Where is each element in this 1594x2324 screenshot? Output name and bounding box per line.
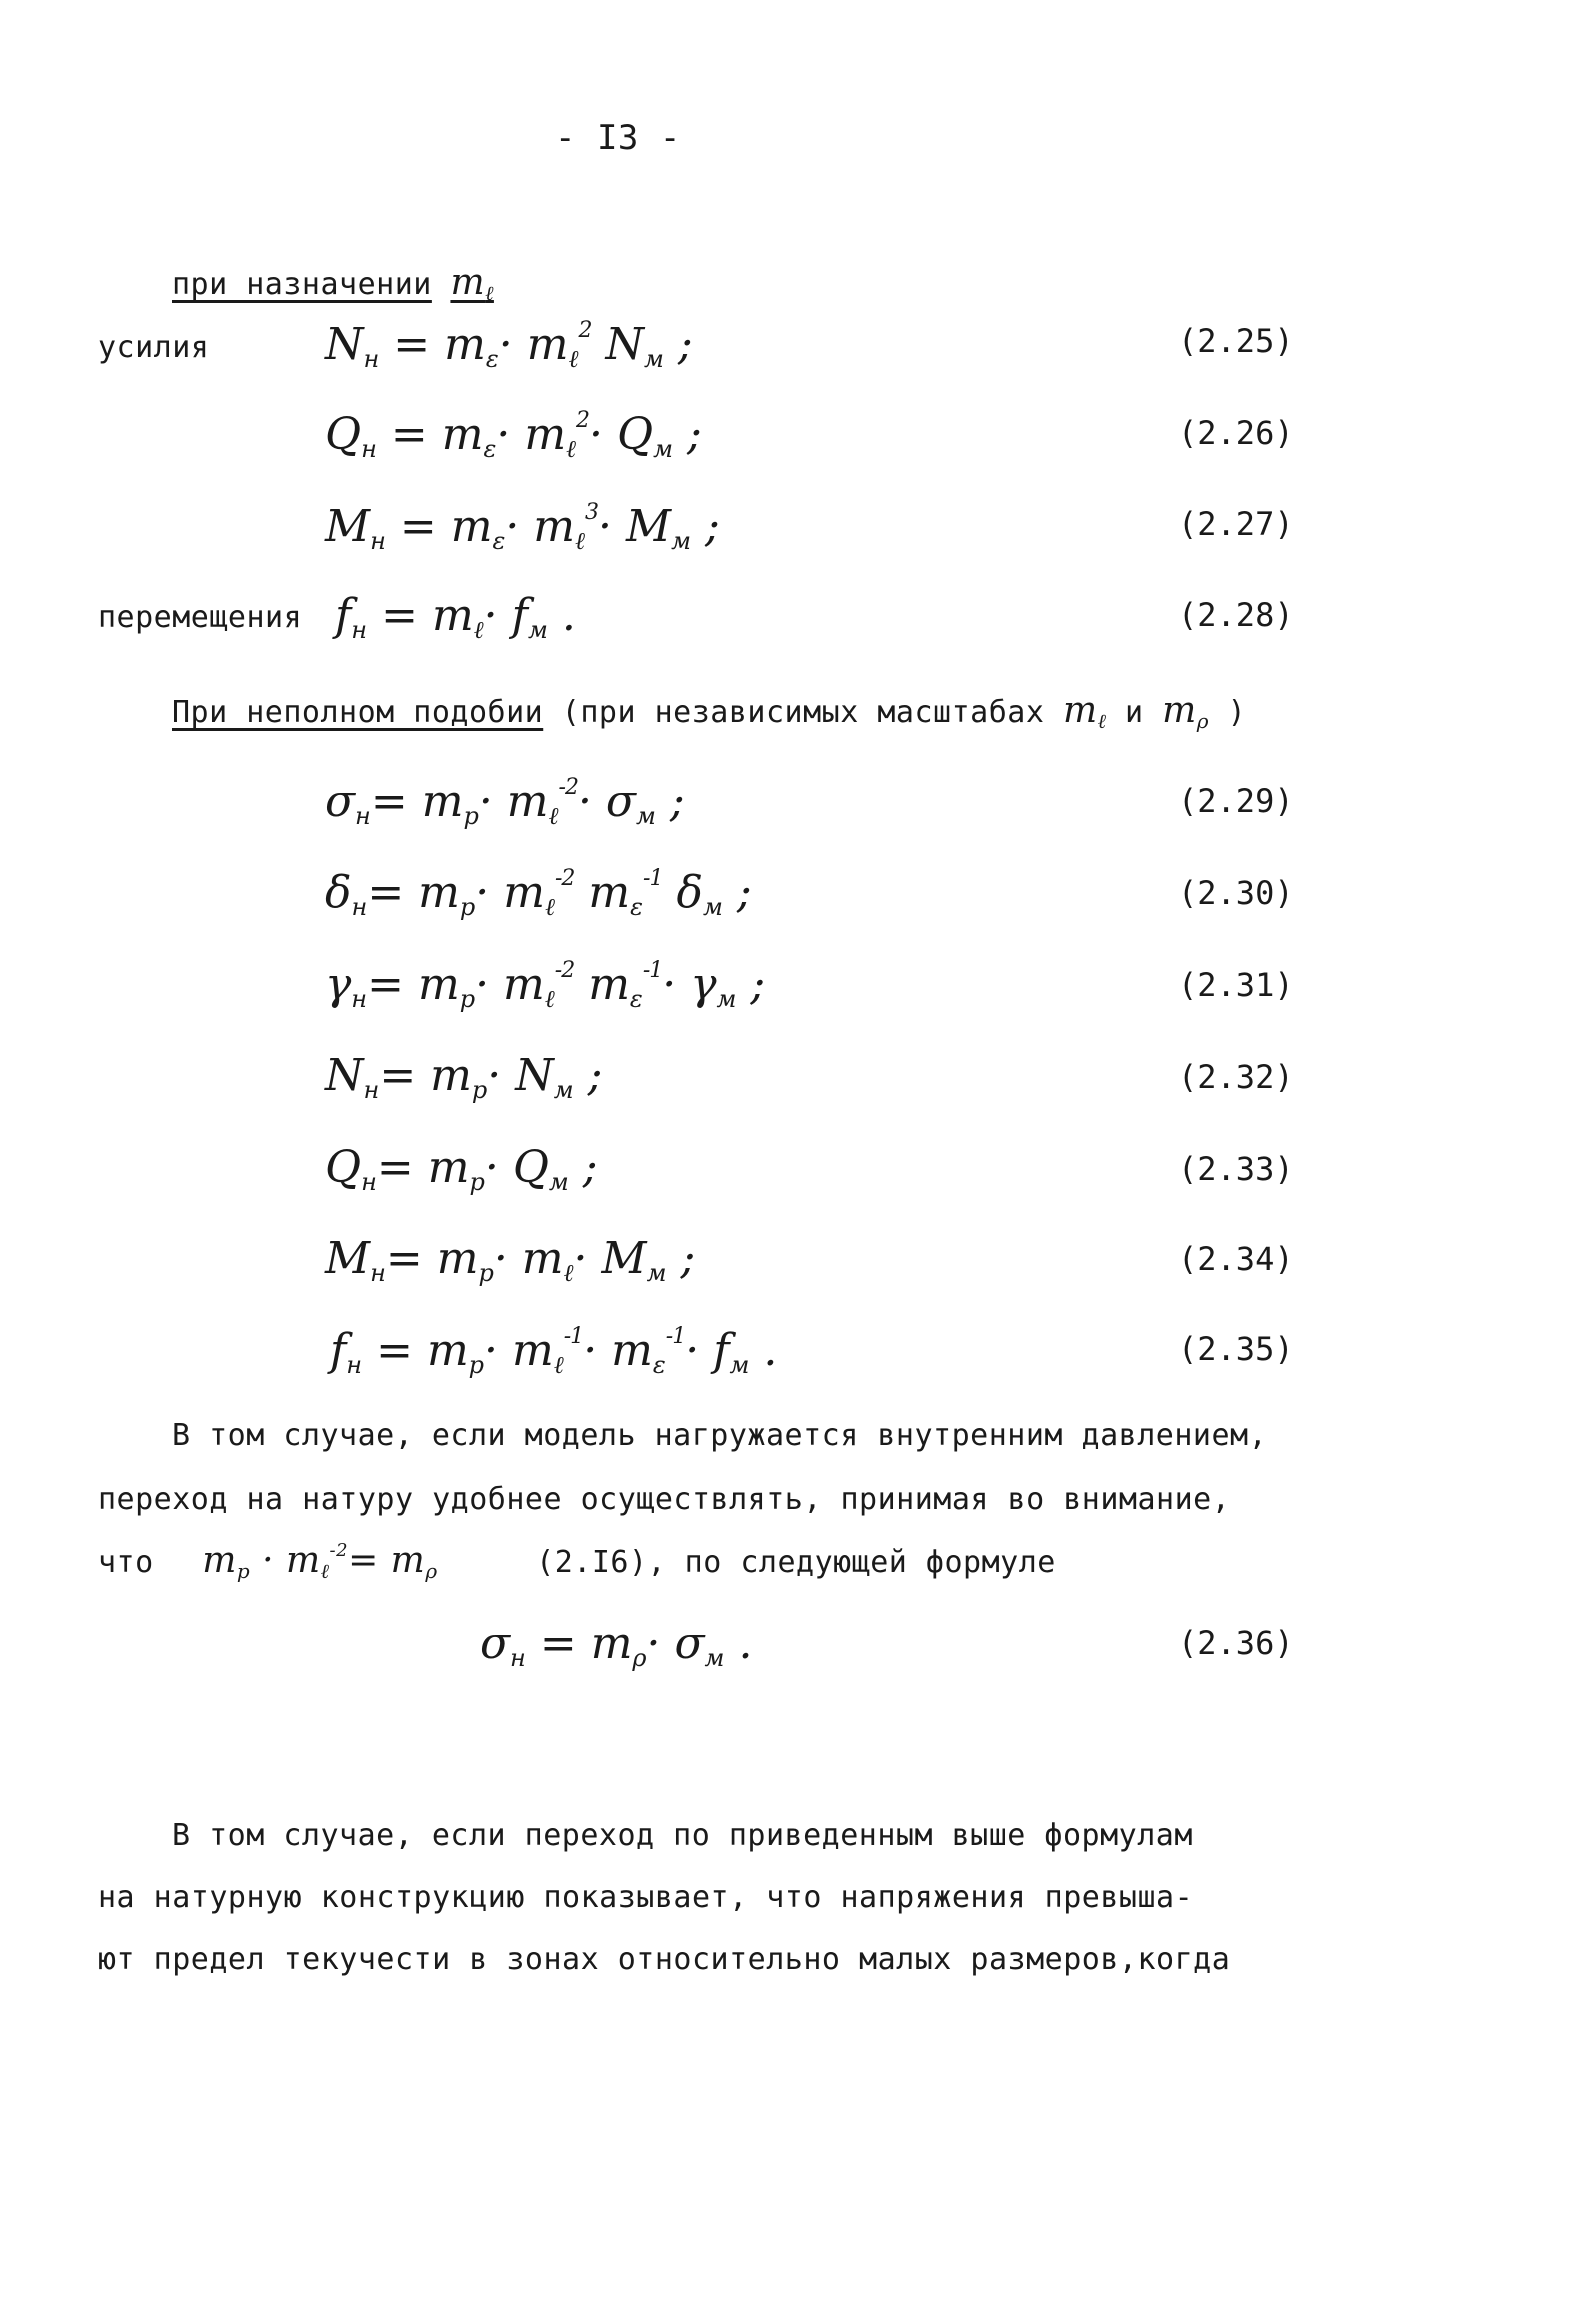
equation-2-26: $Q_н = m_\varepsilon\cdot m_\ell^2\cdot Q_м$ ; (325, 408, 702, 463)
equation-number: (2.35) (1178, 1330, 1294, 1368)
incomplete-similarity-rest: (при независимых масштабах (561, 695, 1045, 730)
pressure-paragraph-line-3 (98, 1540, 1056, 1584)
equation-2-35: $f_н = m_p\cdot m_\ell^{-1}\cdot m_\varepsilon^{-1}\cdot f_м$ . (330, 1324, 778, 1379)
and-word: и (1125, 695, 1144, 730)
equation-2-30: $\delta_н= m_p\cdot m_\ell^{-2}$ $m_\varepsilon^{-1}$ $\delta_м$ ; (325, 866, 752, 921)
page-number: - I3 - (555, 118, 681, 158)
pressure-paragraph-line-2: переход на натуру удобнее осуществлять, принимая во внимание, (98, 1482, 1231, 1517)
equation-2-33: $Q_н= m_p\cdot Q_м$ ; (325, 1142, 598, 1196)
displacements-label: перемещения (98, 600, 303, 635)
equation-number: (2.33) (1178, 1150, 1294, 1188)
intro-label (172, 262, 494, 306)
final-paragraph-line-3: ют предел текучести в зонах относительно малых размеров,когда (98, 1942, 1231, 1977)
equation-2-34: $M_н= m_p\cdot m_\ell\cdot M_м$ ; (325, 1233, 696, 1287)
final-paragraph-line-1: В том случае, если переход по приведенным выше формулам (172, 1818, 1193, 1853)
incomplete-similarity-line (172, 690, 1246, 734)
intro-label-text: при назначении (172, 267, 432, 302)
final-paragraph-line-2: на натурную конструкцию показывает, что напряжения превыша- (98, 1880, 1194, 1915)
equation-number: (2.27) (1178, 505, 1294, 543)
equation-number: (2.28) (1178, 596, 1294, 634)
equation-number: (2.32) (1178, 1058, 1294, 1096)
equation-number: (2.36) (1178, 1624, 1294, 1662)
incomplete-similarity-title: При неполном подобии (172, 695, 544, 730)
pressure-line-3-ref: (2.I6), по следующей формуле (536, 1545, 1056, 1580)
equation-number: (2.34) (1178, 1240, 1294, 1278)
scale-ml-symbol: $m_\ell$ (1062, 690, 1107, 733)
equation-number: (2.30) (1178, 874, 1294, 912)
pressure-line-3-start: что (98, 1545, 154, 1580)
equation-2-31: $\gamma_н= m_p\cdot m_\ell^{-2}$ $m_\varepsilon^{-1}\cdot \gamma_м$ ; (325, 958, 766, 1013)
equation-number: (2.25) (1178, 322, 1294, 360)
equation-number: (2.26) (1178, 414, 1294, 452)
inline-relation: $m_p \cdot m_\ell^{-2}= m_\rho$ (202, 1540, 438, 1583)
equation-number: (2.31) (1178, 966, 1294, 1004)
equation-2-29: $\sigma_н= m_p\cdot m_\ell^{-2}\cdot \sigma_м$ ; (325, 775, 685, 830)
equation-2-36: $\sigma_н = m_\rho\cdot \sigma_м$ . (480, 1618, 753, 1672)
scale-mp-symbol: $m_\rho$ (1162, 690, 1210, 733)
pressure-paragraph-line-1: В том случае, если модель нагружается внутренним давлением, (172, 1418, 1268, 1453)
equation-2-32: $N_н= m_p\cdot N_м$ ; (325, 1050, 603, 1104)
intro-symbol: $m_\ell$ (450, 262, 494, 305)
forces-label: усилия (98, 330, 210, 365)
equation-number: (2.29) (1178, 782, 1294, 820)
paren-close: ) (1227, 695, 1247, 730)
equation-2-28: $f_н = m_\ell\cdot f_м$ . (335, 590, 576, 644)
equation-2-27: $M_н = m_\varepsilon\cdot m_\ell^3\cdot M_м$ ; (325, 500, 720, 555)
equation-2-25: $N_н = m_\varepsilon\cdot m_\ell^2$ $N_м$ ; (325, 318, 693, 373)
